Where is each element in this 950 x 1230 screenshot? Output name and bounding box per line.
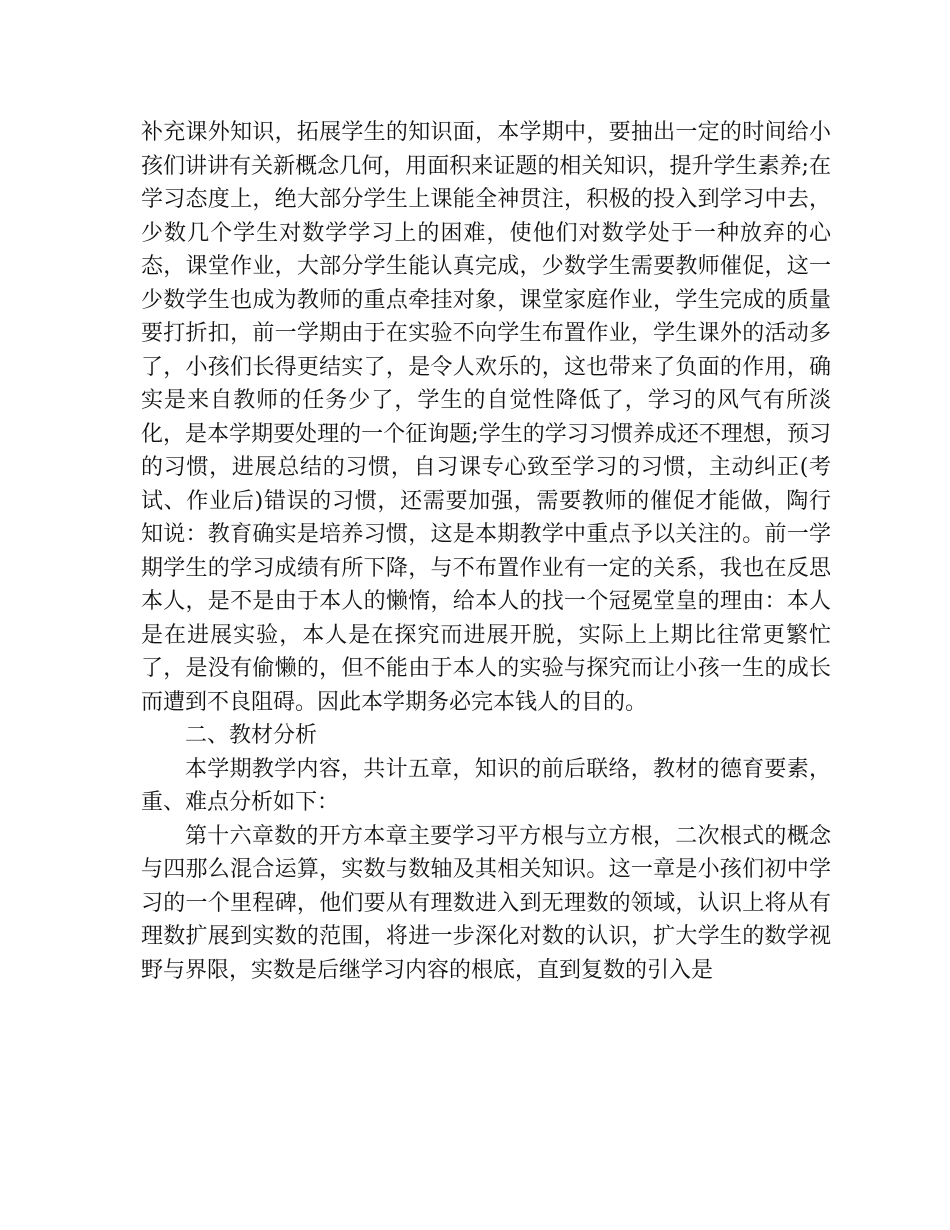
body-paragraph: 本学期教学内容，共计五章，知识的前后联络，教材的德育要素，重、难点分析如下： (141, 756, 831, 815)
body-paragraph: 补充课外知识，拓展学生的知识面，本学期中，要抽出一定的时间给小孩们讲讲有关新概念几何，用面积来证题的相关知识，提升学生素养;在学习态度上，绝大部分学生上课能全神贯注，积极的投入到学习中去，少数几个学生对数学学习上的困难，使他们对数学处于一种放弃的心态，课堂作业，大部分学生能认真完成，少数学生需要教师催促，这一少数学生也成为教师的重点牵挂对象，课堂家庭作业，学生完成的质量要打折扣，前一学期由于在实验不向学生布置作业，学生课外的活动多了，小孩们长得更结实了，是令人欢乐的，这也带来了负面的作用，确实是来自教师的任务少了，学生的自觉性降低了，学习的风气有所淡化，是本学期要处理的一个征询题;学生的学习习惯养成还不理想，预习的习惯，进展总结的习惯，自习课专心致至学习的习惯，主动纠正(考试、作业后)错误的习惯，还需要加强，需要教师的催促才能做，陶行知说：教育确实是培养习惯，这是本期教学中重点予以关注的。前一学期学生的学习成绩有所下降，与不布置作业有一定的关系，我也在反思本人，是不是由于本人的懒惰，给本人的找一个冠冕堂皇的理由：本人是在进展实验，本人是在探究而进展开脱，实际上上期比往常更繁忙了，是没有偷懒的，但不能由于本人的实验与探究而让小孩一生的成长而遭到不良阻碍。因此本学期务必完本钱人的目的。 (141, 120, 831, 715)
section-heading: 二、教材分析 (185, 723, 318, 748)
document-body (141, 116, 831, 987)
body-paragraph: 第十六章数的开方本章主要学习平方根与立方根，二次根式的概念与四那么混合运算，实数与数轴及其相关知识。这一章是小孩们初中学习的一个里程碑，他们要从有理数进入到无理数的领域，认识上将从有理数扩展到实数的范围，将进一步深化对数的认识，扩大学生的数学视野与界限，实数是后继学习内容的根底，直到复数的引入是 (141, 823, 831, 983)
